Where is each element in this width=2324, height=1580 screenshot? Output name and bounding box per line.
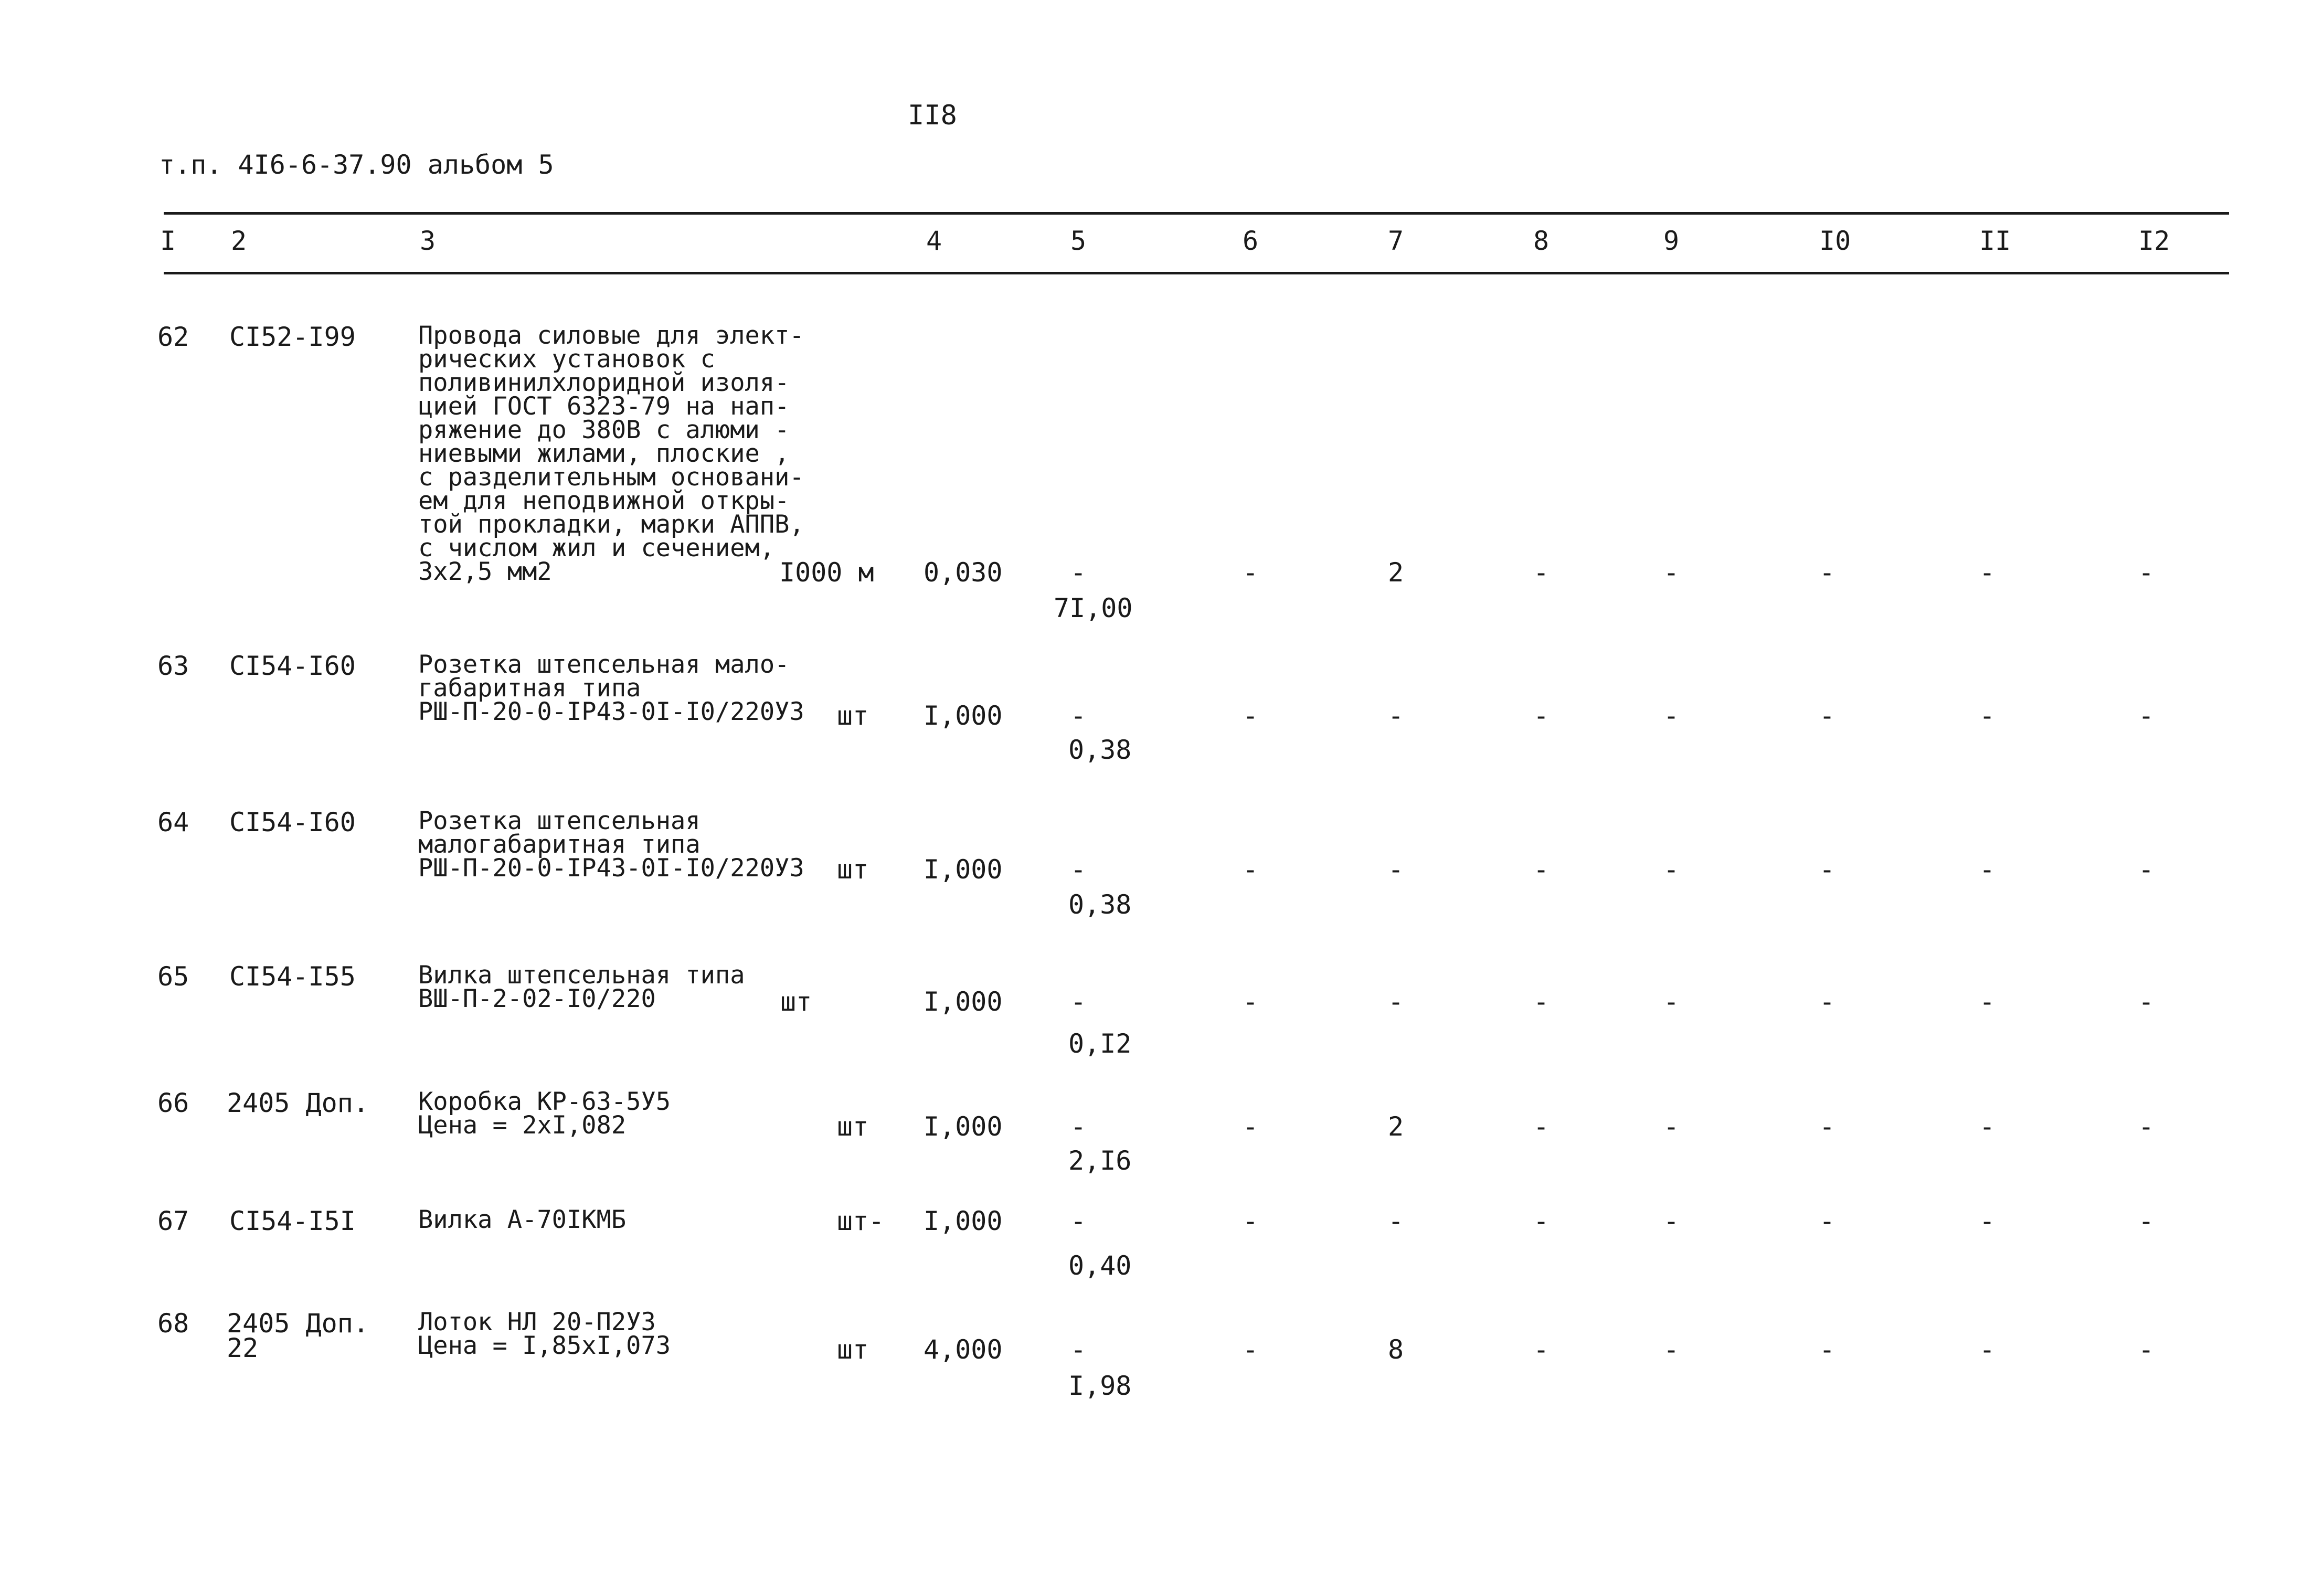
row-description: Провода силовые для элект- рических установок с поливинилхлоридной изоля- цией ГОСТ 6323-79 на нап- ряжение до 380В с алюми - ниевыми жилами, плоские , с разделительным основани- ем для неподвижной откры- той прокладки, марки АППВ, с числом жил и сечением, 3х2,5 мм2: [418, 321, 804, 586]
col5-top: -: [1070, 701, 1087, 731]
row-quantity: I,000: [924, 1111, 1003, 1142]
row-code: CI54-I55: [229, 961, 356, 992]
col9-value: -: [1663, 701, 1680, 731]
document-reference: т.п. 4I6-6-37.90 альбом 5: [159, 150, 554, 180]
col11-value: -: [1979, 854, 1996, 885]
row-description: Розетка штепсельная малогабаритная типа РШ-П-20-0-IP43-0I-I0/220У3: [418, 807, 804, 883]
col6-value: -: [1243, 701, 1259, 731]
column-header-6: 6: [1243, 226, 1259, 256]
col10-value: -: [1819, 854, 1835, 885]
row-quantity: I,000: [924, 987, 1003, 1017]
column-header-5: 5: [1070, 226, 1087, 256]
col9-value: -: [1663, 987, 1680, 1017]
col5-bottom: 0,38: [1068, 735, 1132, 765]
col11-value: -: [1979, 701, 1996, 731]
row-quantity: I,000: [924, 1206, 1003, 1236]
col5-top: -: [1070, 1334, 1087, 1365]
row-number: 63: [157, 651, 189, 681]
column-header-3: 3: [420, 226, 436, 256]
row-code: CI54-I5I: [229, 1206, 356, 1236]
row-code-continuation: 22: [227, 1333, 259, 1363]
col6-value: -: [1243, 557, 1259, 588]
col11-value: -: [1979, 1111, 1996, 1142]
col6-value: -: [1243, 987, 1259, 1017]
col8-value: -: [1533, 557, 1550, 588]
col12-value: -: [2138, 701, 2155, 731]
col5-top: -: [1070, 987, 1087, 1017]
row-description: Вилка штепсельная типа ВШ-П-2-02-I0/220: [418, 961, 745, 1013]
col10-value: -: [1819, 1206, 1835, 1236]
col11-value: -: [1979, 987, 1996, 1017]
col10-value: -: [1819, 1334, 1835, 1365]
column-header-1: I: [160, 226, 176, 256]
col9-value: -: [1663, 1206, 1680, 1236]
col5-bottom: I,98: [1068, 1371, 1132, 1401]
row-code: CI54-I60: [229, 807, 356, 837]
row-number: 62: [157, 322, 189, 352]
row-number: 65: [157, 961, 189, 992]
col5-top: -: [1070, 1111, 1087, 1142]
column-header-10: I0: [1819, 226, 1851, 256]
col5-bottom: 0,I2: [1068, 1028, 1132, 1059]
row-unit: шт: [837, 1334, 869, 1365]
col5-top: -: [1070, 557, 1087, 588]
col8-value: -: [1533, 1206, 1550, 1236]
row-unit: шт-: [837, 1206, 885, 1236]
row-unit: I000 м: [779, 557, 874, 588]
col8-value: -: [1533, 701, 1550, 731]
col8-value: -: [1533, 987, 1550, 1017]
col12-value: -: [2138, 987, 2155, 1017]
row-number: 67: [157, 1206, 189, 1236]
col7-value: -: [1388, 987, 1404, 1017]
col9-value: -: [1663, 557, 1680, 588]
col12-value: -: [2138, 854, 2155, 885]
col5-top: -: [1070, 1206, 1087, 1236]
col7-value: -: [1388, 854, 1404, 885]
col11-value: -: [1979, 557, 1996, 588]
row-unit: шт: [837, 854, 869, 885]
col6-value: -: [1243, 1206, 1259, 1236]
col10-value: -: [1819, 557, 1835, 588]
col12-value: -: [2138, 1206, 2155, 1236]
col7-value: 2: [1388, 1111, 1404, 1142]
row-number: 66: [157, 1088, 189, 1118]
col8-value: -: [1533, 854, 1550, 885]
row-code: 2405 Доп.: [227, 1308, 369, 1339]
col12-value: -: [2138, 1111, 2155, 1142]
column-header-2: 2: [231, 226, 247, 256]
col11-value: -: [1979, 1206, 1996, 1236]
row-quantity: I,000: [924, 854, 1003, 885]
row-unit: шт: [837, 701, 869, 731]
column-header-11: II: [1979, 226, 2011, 256]
col6-value: -: [1243, 1334, 1259, 1365]
col7-value: 2: [1388, 557, 1404, 588]
col5-top: -: [1070, 854, 1087, 885]
col8-value: -: [1533, 1111, 1550, 1142]
col7-value: 8: [1388, 1334, 1404, 1365]
row-code: CI54-I60: [229, 651, 356, 681]
row-code: 2405 Доп.: [227, 1088, 369, 1118]
col6-value: -: [1243, 1111, 1259, 1142]
col7-value: -: [1388, 701, 1404, 731]
col5-bottom: 7I,00: [1054, 593, 1133, 623]
col12-value: -: [2138, 557, 2155, 588]
col6-value: -: [1243, 854, 1259, 885]
row-unit: шт: [837, 1111, 869, 1142]
page-number: II8: [908, 100, 957, 131]
col9-value: -: [1663, 854, 1680, 885]
col9-value: -: [1663, 1334, 1680, 1365]
row-quantity: 4,000: [924, 1334, 1003, 1365]
row-description: Коробка КР-63-5У5 Цена = 2хI,082: [418, 1087, 671, 1140]
column-header-7: 7: [1388, 226, 1404, 256]
col10-value: -: [1819, 987, 1835, 1017]
column-header-4: 4: [926, 226, 942, 256]
column-header-9: 9: [1663, 226, 1680, 256]
column-header-12: I2: [2138, 226, 2170, 256]
row-description: Вилка А-70IКМБ: [418, 1205, 627, 1234]
row-unit: шт: [780, 987, 812, 1017]
col12-value: -: [2138, 1334, 2155, 1365]
col8-value: -: [1533, 1334, 1550, 1365]
column-header-8: 8: [1533, 226, 1550, 256]
row-quantity: 0,030: [924, 557, 1003, 588]
row-description: Лоток НЛ 20-П2У3 Цена = I,85хI,073: [418, 1308, 671, 1360]
col5-bottom: 0,40: [1068, 1250, 1132, 1281]
row-description: Розетка штепсельная мало- габаритная типа РШ-П-20-0-IP43-0I-I0/220У3: [418, 650, 804, 726]
header-top-rule: [164, 212, 2229, 215]
row-number: 64: [157, 807, 189, 837]
col11-value: -: [1979, 1334, 1996, 1365]
col5-bottom: 2,I6: [1068, 1146, 1132, 1176]
header-bottom-rule: [164, 272, 2229, 274]
col10-value: -: [1819, 1111, 1835, 1142]
col10-value: -: [1819, 701, 1835, 731]
col9-value: -: [1663, 1111, 1680, 1142]
row-code: CI52-I99: [229, 322, 356, 352]
col7-value: -: [1388, 1206, 1404, 1236]
row-quantity: I,000: [924, 701, 1003, 731]
row-number: 68: [157, 1308, 189, 1339]
col5-bottom: 0,38: [1068, 889, 1132, 920]
